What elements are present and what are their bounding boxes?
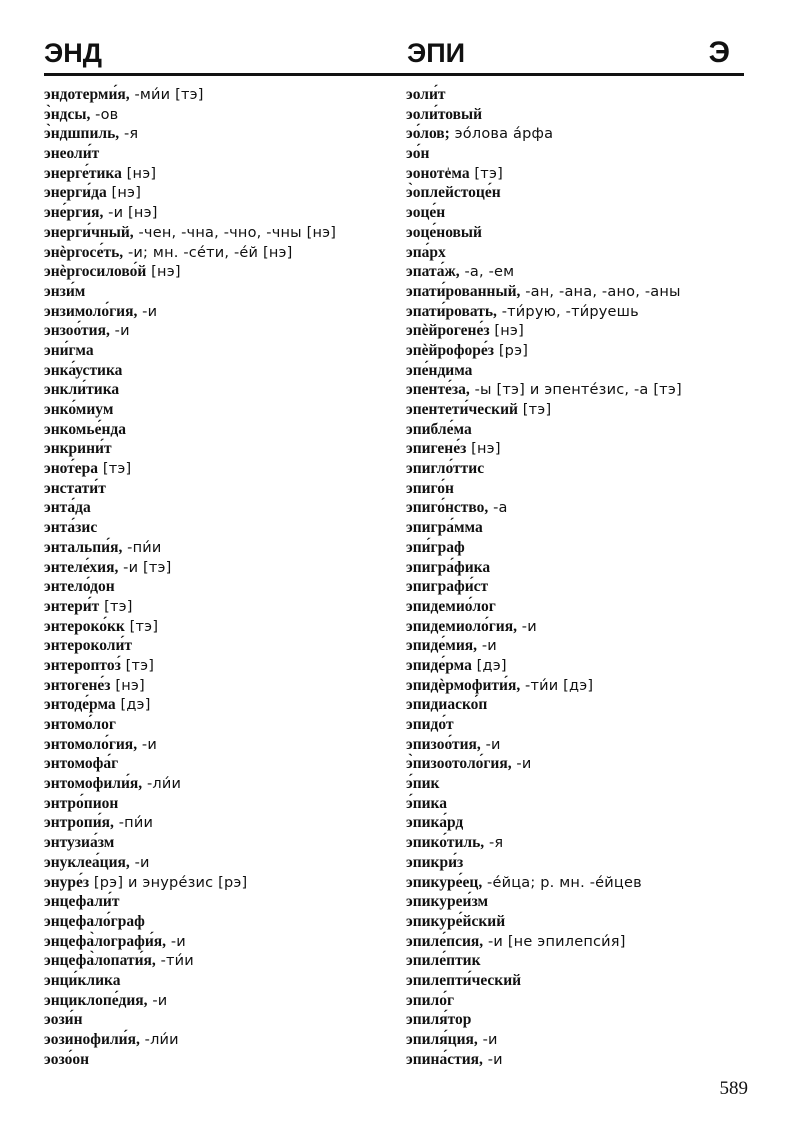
entry-headword: эпигло́ттис: [406, 460, 485, 478]
entry-headword: энстати́т: [44, 479, 106, 497]
dictionary-entry: [406, 164, 746, 184]
dictionary-entry: [406, 1010, 746, 1030]
dictionary-entry: [406, 597, 746, 617]
entry-headword: энтро́пион: [44, 794, 119, 812]
entry-headword: энтероколи́т: [44, 637, 133, 655]
dictionary-entry: [406, 991, 746, 1011]
left-guide-word: ЭНД: [44, 38, 102, 68]
dictionary-entry: [406, 203, 746, 223]
entry-headword: энѐргосе́ть,: [44, 243, 124, 261]
dictionary-entry: [44, 105, 394, 125]
dictionary-entry: [44, 538, 394, 558]
dictionary-entry: [44, 794, 394, 814]
dictionary-entry: [406, 183, 746, 203]
entry-grammar: -и [тэ]: [118, 559, 172, 576]
dictionary-entry: [406, 558, 746, 578]
header-rule: [44, 73, 744, 76]
entry-headword: энциклопе́дия,: [44, 991, 148, 1009]
dictionary-entry: [406, 853, 746, 873]
dictionary-entry: [44, 203, 394, 223]
dictionary-entry: [44, 164, 394, 184]
entry-headword: эо́н: [406, 145, 430, 163]
dictionary-entry: [406, 243, 746, 263]
dictionary-entry: [44, 774, 394, 794]
entry-headword: энтоде́рма: [44, 696, 116, 714]
entry-headword: эпилепти́ческий: [406, 971, 522, 989]
entry-headword: эпиле́псия,: [406, 932, 484, 950]
entry-grammar: -и [не эпилепси́я]: [483, 933, 626, 950]
entry-headword: эпиля́ция,: [406, 1031, 478, 1048]
entry-grammar: -ти́и [дэ]: [520, 677, 594, 694]
dictionary-entry: [406, 124, 746, 144]
entry-headword: энцефало́граф: [44, 912, 145, 930]
entry-headword: эне́ргия,: [44, 204, 104, 222]
dictionary-entry: [406, 715, 746, 735]
entry-headword: энтомофили́я,: [44, 775, 143, 793]
dictionary-entry: [406, 577, 746, 597]
dictionary-entry: [44, 420, 394, 440]
entry-headword: эонотe̍ма: [406, 164, 470, 182]
entry-grammar: -ли́и: [139, 1032, 179, 1048]
dictionary-entry: [406, 479, 746, 499]
entry-grammar: -пи́и: [122, 539, 162, 556]
entry-grammar: -и: [137, 303, 158, 320]
dictionary-entry: [406, 223, 746, 243]
entry-headword: эпидемиоло́гия,: [406, 617, 517, 635]
entry-headword: эпа́рх: [406, 243, 446, 261]
entry-grammar: -ан, -ана, -ано, -аны: [520, 283, 681, 300]
dictionary-entry: [406, 833, 746, 853]
entry-headword: эпизоо́тия,: [406, 735, 481, 753]
dictionary-entry: [44, 695, 394, 715]
dictionary-entry: [406, 774, 746, 794]
entry-headword: энтери́т: [44, 597, 100, 615]
dictionary-entry: [44, 85, 394, 105]
entry-grammar: -ти́рую, -ти́руешь: [496, 303, 639, 320]
entry-grammar: [нэ]: [121, 165, 157, 182]
dictionary-entry: [406, 873, 746, 893]
entry-headword: эоце́н: [406, 204, 446, 222]
entry-headword: энзи́м: [44, 282, 86, 300]
entry-headword: энкрини́т: [44, 440, 112, 458]
entry-headword: энерги́чный,: [44, 223, 134, 241]
entry-headword: энтогене́з: [44, 676, 111, 694]
dictionary-entry: [44, 656, 394, 676]
dictionary-entry: [44, 243, 394, 263]
entry-headword: э́пик: [406, 775, 440, 793]
entry-headword: эпати́ровать,: [406, 302, 497, 320]
entry-grammar: -и: [137, 736, 157, 753]
dictionary-entry: [44, 518, 394, 538]
dictionary-entry: [406, 262, 746, 282]
entry-grammar: -и [нэ]: [103, 205, 158, 222]
entry-headword: энко́миум: [44, 401, 114, 418]
dictionary-entry: [44, 439, 394, 459]
entry-grammar: -ти́и: [155, 953, 194, 970]
right-guide-word: ЭПИ: [407, 38, 466, 68]
dictionary-entry: [44, 459, 394, 479]
entry-headword: энцефа̀лографи́я,: [44, 932, 167, 950]
dictionary-entry: [406, 282, 746, 302]
entry-headword: эпикуреи́зм: [406, 893, 489, 911]
dictionary-entry: [44, 597, 394, 617]
dictionary-entry: [44, 1030, 394, 1050]
entry-headword: эпиго́нство,: [406, 499, 489, 517]
dictionary-entry: [406, 1030, 746, 1050]
entry-grammar: [нэ]: [146, 264, 181, 281]
entry-grammar: -и: [480, 736, 501, 753]
dictionary-entry: [406, 400, 746, 420]
dictionary-entry: [44, 892, 394, 912]
entry-grammar: -и: [166, 933, 186, 950]
entry-headword: энтропи́я,: [44, 814, 114, 832]
entry-grammar: -и: [477, 1032, 498, 1048]
dictionary-entry: [44, 754, 394, 774]
left-column: [44, 85, 394, 1069]
entry-headword: энкомье́нда: [44, 420, 126, 438]
entry-headword: эпидиаско́п: [406, 696, 488, 714]
entry-grammar: -и: [147, 992, 168, 1009]
entry-headword: эозинофили́я,: [44, 1031, 140, 1048]
entry-grammar: [тэ]: [124, 618, 159, 635]
dictionary-entry: [44, 144, 394, 164]
dictionary-entry: [44, 813, 394, 833]
dictionary-entry: [406, 676, 746, 696]
entry-headword: эо́лов;: [406, 125, 450, 143]
entry-grammar: -и: [477, 638, 497, 655]
entry-headword: энтомо́лог: [44, 716, 116, 733]
entry-headword: энцефа̀лопати́я,: [44, 952, 156, 970]
dictionary-entry: [44, 617, 394, 637]
dictionary-entry: [406, 459, 746, 479]
entry-headword: эпиле́птик: [406, 952, 481, 970]
dictionary-entry: [44, 715, 394, 735]
entry-headword: эпентети́ческий: [406, 401, 518, 418]
dictionary-entry: [406, 380, 746, 400]
dictionary-entry: [406, 439, 746, 459]
entry-headword: эпикуре́ец,: [406, 873, 483, 891]
entry-headword: эоце́новый: [406, 223, 482, 241]
entry-grammar: -и: [517, 618, 537, 635]
dictionary-entry: [406, 695, 746, 715]
entry-headword: энта́да: [44, 499, 91, 517]
dictionary-entry: [44, 558, 394, 578]
entry-headword: эпѐйрогене́з: [406, 322, 490, 340]
dictionary-entry: [406, 144, 746, 164]
entry-headword: эпиде́рма: [406, 656, 472, 674]
entry-headword: энерге́тика: [44, 164, 122, 182]
entry-headword: э̀ндсы,: [44, 105, 91, 123]
entry-grammar: -и: [511, 756, 532, 773]
entry-headword: энци́клика: [44, 971, 121, 989]
dictionary-entry: [44, 1010, 394, 1030]
entry-headword: эпикуре́йский: [406, 912, 506, 930]
entry-headword: эпиде́мия,: [406, 637, 478, 655]
entry-headword: энуклеа́ция,: [44, 853, 130, 871]
entry-headword: эпико́тиль,: [406, 834, 485, 852]
dictionary-entry: [44, 991, 394, 1011]
dictionary-entry: [44, 262, 394, 282]
entry-headword: энтеле́хия,: [44, 558, 119, 576]
entry-headword: энка́устика: [44, 361, 123, 379]
entry-headword: эпибле́ма: [406, 420, 472, 438]
entry-headword: эпиля́тор: [406, 1011, 472, 1029]
entry-grammar: -пи́и: [113, 815, 154, 832]
entry-grammar: -и; мн. -се́ти, -е́й [нэ]: [123, 244, 293, 261]
entry-headword: эни́гма: [44, 341, 94, 359]
dictionary-entry: [44, 479, 394, 499]
dictionary-entry: [44, 183, 394, 203]
entry-headword: энтузиа́зм: [44, 834, 115, 852]
dictionary-entry: [44, 341, 394, 361]
dictionary-entry: [406, 105, 746, 125]
entry-headword: энтероко́кк: [44, 617, 125, 635]
entry-headword: энуре́з: [44, 873, 90, 891]
entry-grammar: [рэ]: [494, 342, 529, 359]
entry-headword: энот́ера: [44, 460, 99, 478]
entry-grammar: -и: [109, 323, 130, 340]
entry-grammar: [нэ]: [110, 677, 145, 694]
entry-grammar: -я: [484, 835, 504, 852]
dictionary-entry: [406, 617, 746, 637]
dictionary-entry: [406, 636, 746, 656]
dictionary-entry: [406, 892, 746, 912]
entry-grammar: -и: [482, 1051, 503, 1068]
dictionary-entry: [406, 951, 746, 971]
entry-headword: э̀оплейстоце́н: [406, 184, 501, 202]
dictionary-entry: [44, 124, 394, 144]
entry-headword: эпина́стия,: [406, 1050, 483, 1068]
entry-headword: энта́зис: [44, 519, 98, 537]
dictionary-entry: [44, 951, 394, 971]
entry-headword: эпи́граф: [406, 538, 465, 556]
dictionary-entry: [406, 302, 746, 322]
dictionary-entry: [406, 420, 746, 440]
dictionary-entry: [406, 518, 746, 538]
entry-headword: эндотерми́я,: [44, 86, 130, 103]
dictionary-entry: [406, 912, 746, 932]
entry-headword: эпе́ндима: [406, 361, 473, 379]
dictionary-entry: [406, 813, 746, 833]
entry-headword: э́пика: [406, 794, 448, 812]
entry-grammar: -и: [129, 854, 150, 871]
entry-headword: эпенте́за,: [406, 381, 470, 399]
entry-headword: эпиграфи́ст: [406, 578, 489, 596]
entry-grammar: [нэ]: [466, 441, 501, 458]
entry-grammar: [тэ]: [120, 657, 155, 674]
entry-headword: эпати́рованный,: [406, 282, 521, 300]
entry-grammar: [дэ]: [115, 697, 151, 714]
dictionary-entry: [406, 538, 746, 558]
dictionary-entry: [44, 380, 394, 400]
entry-headword: энѐргосилово́й: [44, 263, 147, 281]
entry-headword: эпидемио́лог: [406, 597, 496, 615]
entry-headword: эпигене́з: [406, 440, 467, 458]
entry-grammar: [тэ]: [98, 461, 132, 478]
entry-headword: эозо́он: [44, 1050, 90, 1068]
entry-grammar: -ли́и: [142, 776, 182, 793]
entry-grammar: -чен, -чна, -чно, -чны [нэ]: [133, 224, 337, 241]
entry-grammar: [дэ]: [471, 657, 507, 674]
dictionary-entry: [44, 735, 394, 755]
entry-headword: эпиго́н: [406, 479, 454, 497]
dictionary-entry: [406, 656, 746, 676]
page-number: 589: [719, 1078, 748, 1099]
entry-grammar: [рэ] и энуре́зис [рэ]: [89, 874, 248, 891]
entry-headword: энцефали́т: [44, 893, 120, 911]
dictionary-entry: [44, 853, 394, 873]
dictionary-entry: [44, 282, 394, 302]
entry-headword: энтомофа́г: [44, 755, 119, 773]
entry-headword: энкли́тика: [44, 381, 120, 399]
entry-headword: эпидо́т: [406, 716, 454, 733]
entry-headword: энтомоло́гия,: [44, 735, 138, 753]
entry-grammar: эо́лова а́рфа: [449, 126, 554, 143]
dictionary-entry: [406, 341, 746, 361]
entry-headword: эпило́г: [406, 991, 455, 1009]
entry-headword: эпика́рд: [406, 814, 464, 832]
entry-headword: эпигра́фика: [406, 558, 491, 576]
entry-headword: эпидѐрмофити́я,: [406, 676, 521, 694]
entry-headword: эпѐйрофоре́з: [406, 341, 495, 359]
entry-grammar: -а, -ем: [459, 264, 515, 281]
entry-headword: энтело́дон: [44, 578, 115, 596]
dictionary-entry: [44, 676, 394, 696]
entry-grammar: -ми́и [тэ]: [129, 87, 204, 103]
dictionary-entry: [44, 400, 394, 420]
entry-grammar: -я: [119, 126, 139, 143]
entry-grammar: -а: [488, 500, 508, 517]
entry-headword: энеоли́т: [44, 145, 100, 163]
section-letter: Э: [708, 36, 730, 69]
dictionary-entry: [44, 1050, 394, 1070]
dictionary-entry: [406, 498, 746, 518]
dictionary-entry: [406, 735, 746, 755]
entry-headword: эпикри́з: [406, 853, 464, 871]
dictionary-entry: [44, 223, 394, 243]
dictionary-entry: [406, 85, 746, 105]
dictionary-entry: [406, 932, 746, 952]
dictionary-entry: [44, 361, 394, 381]
entry-grammar: -е́йца; р. мн. -е́йцев: [482, 874, 642, 891]
dictionary-entry: [44, 577, 394, 597]
dictionary-entry: [44, 498, 394, 518]
dictionary-entry: [44, 833, 394, 853]
dictionary-entry: [44, 932, 394, 952]
running-header: [44, 38, 740, 72]
entry-headword: э̀ндшпиль,: [44, 125, 120, 143]
dictionary-entry: [406, 971, 746, 991]
dictionary-entry: [406, 321, 746, 341]
entry-headword: энзоо́тия,: [44, 322, 110, 340]
entry-headword: эпигра́мма: [406, 519, 483, 537]
right-column: [406, 85, 746, 1069]
dictionary-entry: [44, 302, 394, 322]
dictionary-entry: [44, 971, 394, 991]
entry-grammar: [тэ]: [99, 598, 133, 615]
entry-headword: эоли́т: [406, 86, 446, 103]
dictionary-entry: [44, 636, 394, 656]
entry-headword: энтальпи́я,: [44, 538, 123, 556]
entry-headword: энзимоло́гия,: [44, 302, 138, 320]
dictionary-entry: [44, 321, 394, 341]
entry-grammar: [тэ]: [517, 402, 552, 418]
dictionary-entry: [44, 873, 394, 893]
entry-headword: эпата́ж,: [406, 263, 460, 281]
entry-headword: энтероптоз́: [44, 656, 121, 674]
entry-grammar: -ов: [90, 106, 119, 123]
entry-headword: эози́н: [44, 1011, 83, 1029]
dictionary-entry: [44, 912, 394, 932]
entry-headword: эоли́товый: [406, 105, 483, 123]
entry-grammar: [нэ]: [106, 185, 142, 202]
entry-headword: энерги́да: [44, 184, 107, 202]
dictionary-entry: [406, 1050, 746, 1070]
entry-grammar: [нэ]: [489, 323, 524, 340]
dictionary-entry: [406, 754, 746, 774]
entry-grammar: -ы [тэ] и эпенте́зис, -а [тэ]: [469, 382, 682, 399]
entry-grammar: [тэ]: [469, 165, 503, 182]
dictionary-entry: [406, 361, 746, 381]
dictionary-entry: [406, 794, 746, 814]
entry-headword: э̀пизоотоло́гия,: [406, 755, 512, 773]
